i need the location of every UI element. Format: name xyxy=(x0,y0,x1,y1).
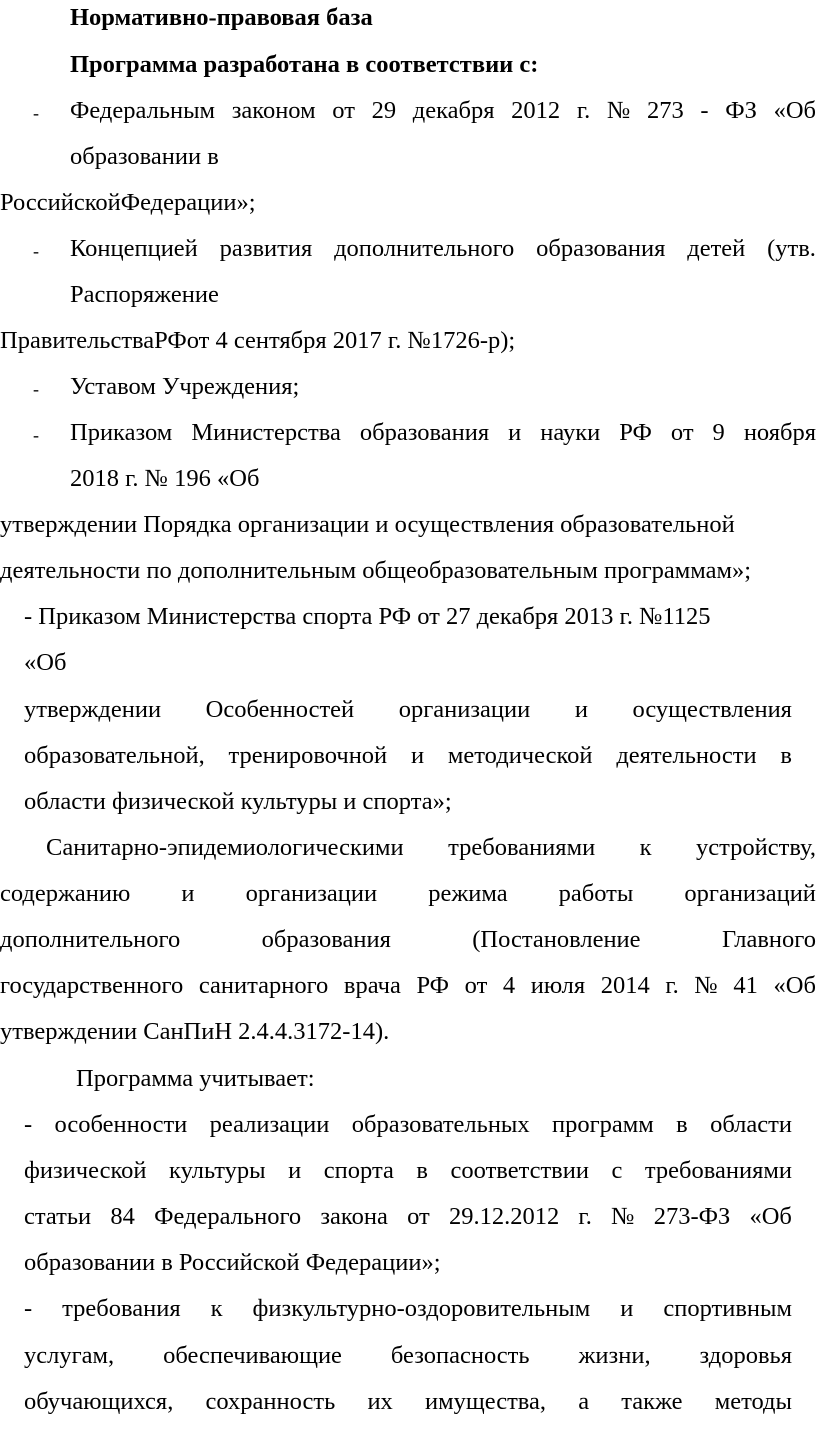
item2-line1 xyxy=(70,237,816,262)
word: имущества, xyxy=(425,1388,547,1415)
word: осуществления xyxy=(632,696,792,723)
word: июля xyxy=(530,972,586,999)
item5-line5: области физической культуры и спорта»; xyxy=(24,788,452,815)
word: в xyxy=(416,1157,428,1184)
word: 41 xyxy=(733,972,758,999)
item6-line2 xyxy=(0,882,816,907)
word: тренировочной xyxy=(228,742,388,769)
item5-line1: - Приказом Министерства спорта РФ от 27 декабря 2013 г. №1125 xyxy=(24,603,711,630)
word: врача xyxy=(343,972,401,999)
word: особенности xyxy=(54,1111,188,1138)
word: содержанию xyxy=(0,880,131,907)
word: с xyxy=(611,1157,623,1184)
word: науки xyxy=(540,419,601,446)
word: № xyxy=(611,1203,635,1230)
word: № xyxy=(606,97,631,124)
word: режима xyxy=(428,880,508,907)
word: сохранность xyxy=(205,1388,336,1415)
word: обеспечивающие xyxy=(163,1342,342,1369)
item4-line1 xyxy=(70,421,816,446)
item1-line3: РоссийскойФедерации»; xyxy=(0,189,256,216)
word: Особенностей xyxy=(205,696,355,723)
word: Главного xyxy=(721,926,816,953)
word: спорта xyxy=(323,1157,394,1184)
word: и xyxy=(181,880,195,907)
word: методы xyxy=(714,1388,792,1415)
word: 273 xyxy=(647,97,684,124)
item5-line3 xyxy=(24,698,792,723)
item4-line4: деятельности по дополнительным общеобразовательным программам»; xyxy=(0,557,752,584)
word: закона xyxy=(320,1203,388,1230)
word: 84 xyxy=(110,1203,135,1230)
word: организаций xyxy=(684,880,816,907)
word: 273-ФЗ xyxy=(653,1203,731,1230)
word: г. xyxy=(578,1203,592,1230)
word: требованиями xyxy=(448,834,596,861)
item2-line2: Распоряжение xyxy=(70,281,219,308)
word: от xyxy=(332,97,355,124)
bullet-dash: - xyxy=(33,425,39,445)
word: Федеральным xyxy=(70,97,216,124)
word: ноября xyxy=(743,419,816,446)
word: законом xyxy=(231,97,316,124)
word: образовательной, xyxy=(24,742,205,769)
word: 29.12.2012 xyxy=(448,1203,560,1230)
word: физической xyxy=(24,1157,147,1184)
word: санитарного xyxy=(198,972,329,999)
word: также xyxy=(621,1388,683,1415)
word: жизни, xyxy=(578,1342,651,1369)
word: организации xyxy=(245,880,378,907)
word: и xyxy=(410,742,425,769)
word: детей xyxy=(687,235,746,262)
item1-line1 xyxy=(70,99,816,124)
word: и xyxy=(574,696,588,723)
word: образования xyxy=(359,419,490,446)
word: РФ xyxy=(416,972,450,999)
word: «Об xyxy=(749,1203,792,1230)
word: 2012 xyxy=(511,97,561,124)
word: 9 xyxy=(712,419,725,446)
word: (Постановление xyxy=(472,926,641,953)
item2-line3: ПравительстваРФот 4 сентября 2017 г. №1726-р); xyxy=(0,327,516,354)
word: Министерства xyxy=(191,419,341,446)
word: от xyxy=(464,972,488,999)
word: здоровья xyxy=(699,1342,792,1369)
word: - xyxy=(24,1295,33,1322)
word: 29 xyxy=(371,97,397,124)
word: требованиями xyxy=(644,1157,792,1184)
word: к xyxy=(210,1295,223,1322)
considers-point2-line3 xyxy=(24,1390,792,1415)
word: к xyxy=(639,834,652,861)
considers-point2-line1 xyxy=(24,1297,792,1322)
word: декабря xyxy=(412,97,495,124)
item5-line2: «Об xyxy=(24,649,67,676)
word: методической xyxy=(447,742,593,769)
word: физкультурно-оздоровительным xyxy=(252,1295,591,1322)
item4-line2: 2018 г. № 196 «Об xyxy=(70,465,260,492)
word: организации xyxy=(398,696,531,723)
word: развития xyxy=(219,235,313,262)
word: культуры xyxy=(169,1157,266,1184)
item1-line2: образовании в xyxy=(70,143,219,170)
word: образования xyxy=(261,926,391,953)
word: спортивным xyxy=(663,1295,792,1322)
word: безопасность xyxy=(390,1342,530,1369)
word: устройству, xyxy=(696,834,816,861)
bullet-dash: - xyxy=(33,379,39,399)
word: - xyxy=(700,97,709,124)
item3-line1: Уставом Учреждения; xyxy=(70,373,300,400)
item4-line3: утверждении Порядка организации и осуществления образовательной xyxy=(0,511,735,538)
word: Санитарно-эпидемиологическими xyxy=(46,834,404,861)
word: соответствии xyxy=(450,1157,589,1184)
considers-point1-line4: образовании в Российской Федерации»; xyxy=(24,1249,441,1276)
word: их xyxy=(367,1388,393,1415)
word: деятельности xyxy=(616,742,757,769)
word: в xyxy=(780,742,792,769)
word: статьи xyxy=(24,1203,92,1230)
item6-line3 xyxy=(0,928,816,953)
word: Приказом xyxy=(70,419,173,446)
word: работы xyxy=(558,880,634,907)
word: требования xyxy=(62,1295,181,1322)
word: ФЗ xyxy=(725,97,757,124)
word: Федерального xyxy=(154,1203,302,1230)
item6-line4 xyxy=(0,974,816,999)
word: от xyxy=(407,1203,430,1230)
word: в xyxy=(676,1111,688,1138)
word: 4 xyxy=(502,972,516,999)
considers-point2-line2 xyxy=(24,1344,792,1369)
considers-point1-line2 xyxy=(24,1159,792,1184)
item6-line5: утверждении СанПиН 2.4.4.3172-14). xyxy=(0,1018,390,1045)
word: дополнительного xyxy=(0,926,181,953)
word: и xyxy=(620,1295,634,1322)
word: РФ xyxy=(619,419,652,446)
considers-heading: Программа учитывает: xyxy=(76,1065,315,1092)
word: г. xyxy=(665,972,679,999)
word: услугам, xyxy=(24,1342,115,1369)
considers-point1-line3 xyxy=(24,1205,792,1230)
word: г. xyxy=(576,97,591,124)
word: от xyxy=(670,419,694,446)
word: (утв. xyxy=(767,235,816,262)
word: утверждении xyxy=(24,696,162,723)
word: 2014 xyxy=(600,972,650,999)
word: Концепцией xyxy=(70,235,198,262)
word: «Об xyxy=(773,97,816,124)
item6-line1 xyxy=(46,836,816,861)
item5-line4 xyxy=(24,744,792,769)
word: а xyxy=(578,1388,590,1415)
word: дополнительного xyxy=(334,235,515,262)
word: и xyxy=(288,1157,302,1184)
word: обучающихся, xyxy=(24,1388,174,1415)
word: - xyxy=(24,1111,33,1138)
word: программ xyxy=(552,1111,654,1138)
section-heading: Нормативно-правовая база xyxy=(70,4,373,31)
bullet-dash: - xyxy=(33,103,39,123)
bullet-dash: - xyxy=(33,241,39,261)
word: № xyxy=(694,972,718,999)
word: и xyxy=(508,419,522,446)
word: реализации xyxy=(209,1111,330,1138)
word: области xyxy=(710,1111,792,1138)
word: образовательных xyxy=(351,1111,530,1138)
word: государственного xyxy=(0,972,184,999)
considers-point1-line1 xyxy=(24,1113,792,1138)
word: «Об xyxy=(773,972,816,999)
section-subheading: Программа разработана в соответствии с: xyxy=(70,51,539,78)
word: образования xyxy=(536,235,666,262)
